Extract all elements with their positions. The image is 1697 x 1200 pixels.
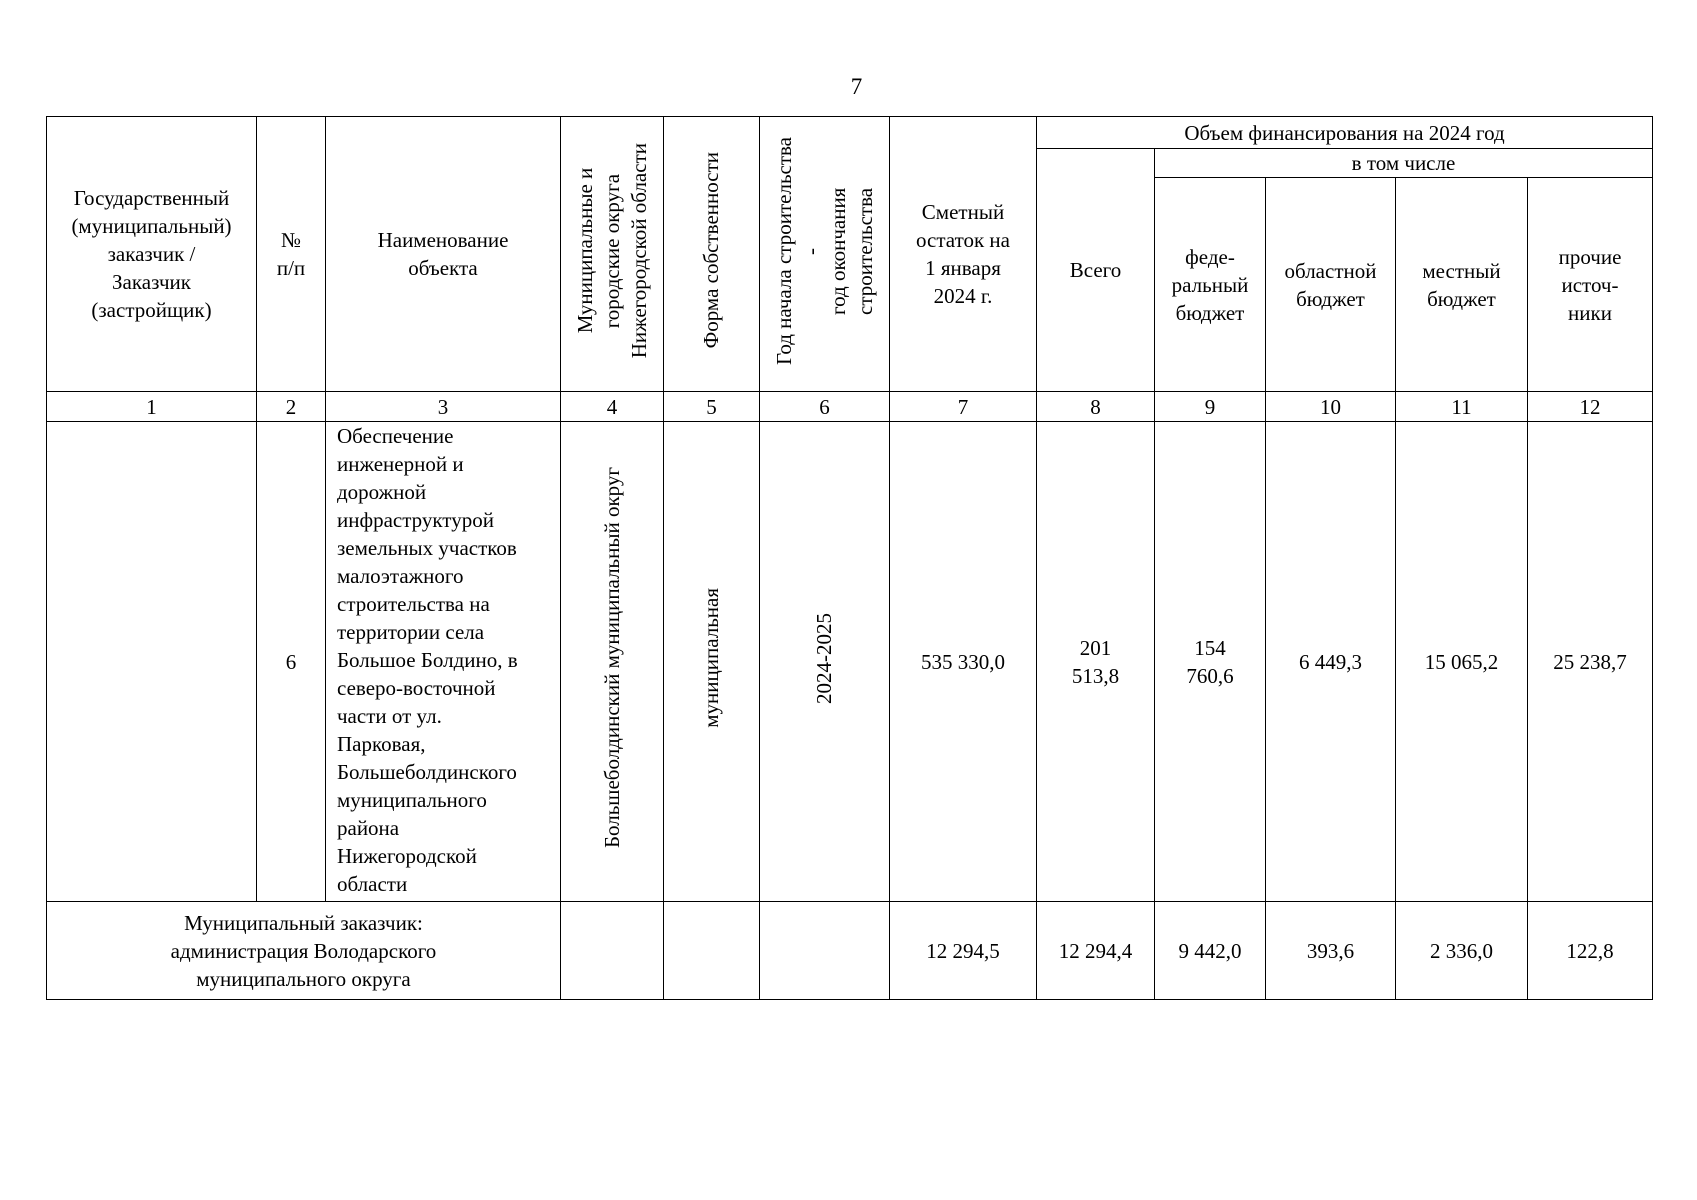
summary-empty-cell [561, 902, 664, 1000]
column-number-row [47, 392, 1653, 422]
header-regional: областной бюджет [1266, 178, 1396, 392]
summary-local: 2 336,0 [1396, 902, 1528, 1000]
header-customer: Государственный (муниципальный) заказчик / Заказчик (застройщик) [47, 117, 257, 392]
row-other: 25 238,7 [1528, 422, 1653, 902]
column-number: 3 [326, 392, 561, 422]
column-number: 9 [1155, 392, 1266, 422]
header-local: местный бюджет [1396, 178, 1528, 392]
column-number: 7 [890, 392, 1037, 422]
row-customer [47, 422, 257, 902]
header-districts [561, 117, 664, 392]
summary-empty-cell [664, 902, 760, 1000]
summary-federal: 9 442,0 [1155, 902, 1266, 1000]
summary-row [47, 902, 1653, 1000]
header-years [760, 117, 890, 392]
header-ownership [664, 117, 760, 392]
row-estimate: 535 330,0 [890, 422, 1037, 902]
row-num: 6 [257, 422, 326, 902]
column-number: 1 [47, 392, 257, 422]
row-years-text: 2024-2025 [812, 612, 836, 704]
column-number: 5 [664, 392, 760, 422]
summary-total: 12 294,4 [1037, 902, 1155, 1000]
header-num: № п/п [257, 117, 326, 392]
header-total: Всего [1037, 149, 1155, 392]
column-number: 4 [561, 392, 664, 422]
summary-empty-cell [760, 902, 890, 1000]
table-row [47, 422, 1653, 902]
column-number: 8 [1037, 392, 1155, 422]
page-number: 7 [850, 74, 863, 99]
summary-label: Муниципальный заказчик: администрация Володарского муниципального округа [47, 902, 561, 1000]
header-financing-group: Объем финансирования на 2024 год [1037, 117, 1653, 149]
header-other: прочие источ- ники [1528, 178, 1653, 392]
column-number: 12 [1528, 392, 1653, 422]
summary-regional: 393,6 [1266, 902, 1396, 1000]
summary-estimate: 12 294,5 [890, 902, 1037, 1000]
summary-other: 122,8 [1528, 902, 1653, 1000]
row-ownership [664, 422, 760, 902]
column-number: 6 [760, 392, 890, 422]
row-district-text: Большеболдинский муниципальный округ [599, 467, 624, 849]
row-district [561, 422, 664, 902]
header-years-text: Год начала строительства - год окончания строительства [771, 136, 877, 365]
column-number: 2 [257, 392, 326, 422]
header-districts-text: Муниципальные и городские округа Нижегородской области [572, 142, 651, 359]
row-local: 15 065,2 [1396, 422, 1528, 902]
column-number: 11 [1396, 392, 1528, 422]
header-including: в том числе [1155, 149, 1653, 178]
row-ownership-text: муниципальная [699, 588, 723, 728]
header-object-name: Наименование объекта [326, 117, 561, 392]
header-ownership-text: Форма собственности [699, 152, 723, 349]
row-object-name: Обеспечение инженерной и дорожной инфраструктурой земельных участков малоэтажного строительства на территории села Большое Болдино, в северо-восточной части от ул. Парковая, Большеболдинского муниципального района Нижегородской области [326, 422, 561, 902]
row-years [760, 422, 890, 902]
row-federal: 154 760,6 [1155, 422, 1266, 902]
row-regional: 6 449,3 [1266, 422, 1396, 902]
financing-table [46, 116, 1653, 1000]
column-number: 10 [1266, 392, 1396, 422]
header-estimate: Сметный остаток на 1 января 2024 г. [890, 117, 1037, 392]
header-federal: феде- ральный бюджет [1155, 178, 1266, 392]
row-total: 201 513,8 [1037, 422, 1155, 902]
